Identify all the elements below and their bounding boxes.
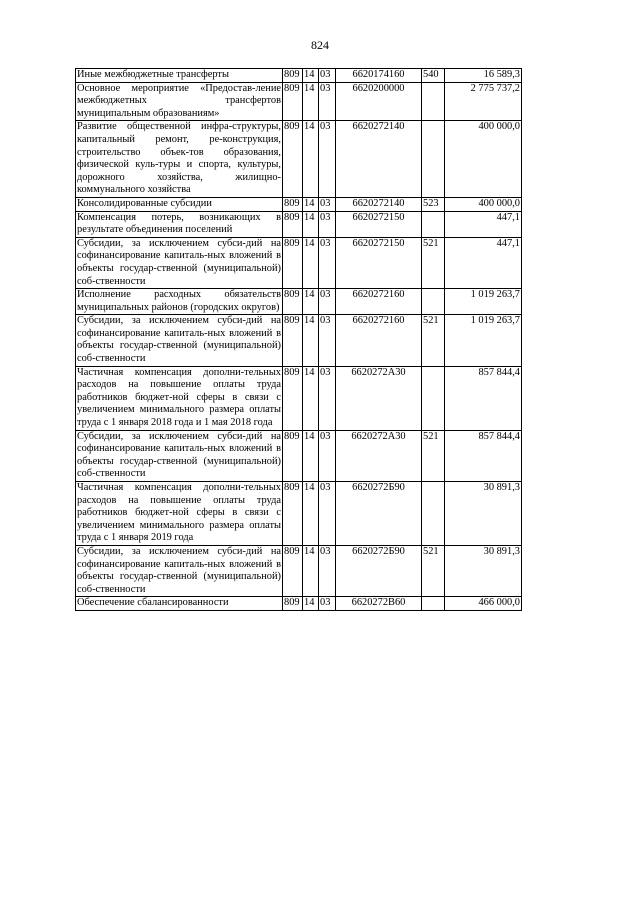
row-csr-cell: 6620272В60 xyxy=(336,597,422,611)
table-row xyxy=(76,237,522,288)
row-pr-cell: 03 xyxy=(319,211,336,237)
row-csr-cell: 6620272А30 xyxy=(336,366,422,430)
row-name-cell: Субсидии, за исключением субси-дий на софинансирование капиталь-ных вложений в объекты государ-ственной (муниципальной) соб-ственности xyxy=(76,237,283,288)
row-csr-cell: 6620272150 xyxy=(336,237,422,288)
row-rz-cell: 14 xyxy=(303,197,319,211)
row-name-cell: Субсидии, за исключением субси-дий на софинансирование капиталь-ных вложений в объекты государ-ственной (муниципальной) соб-ственности xyxy=(76,430,283,481)
row-gr-cell: 809 xyxy=(283,482,303,546)
row-rz-cell: 14 xyxy=(303,211,319,237)
row-gr-cell: 809 xyxy=(283,197,303,211)
row-csr-cell: 6620200000 xyxy=(336,82,422,121)
row-vr-cell xyxy=(422,482,445,546)
row-name-cell: Иные межбюджетные трансферты xyxy=(76,69,283,83)
row-sum-cell: 857 844,4 xyxy=(445,366,522,430)
row-sum-cell: 447,1 xyxy=(445,211,522,237)
row-rz-cell: 14 xyxy=(303,82,319,121)
row-sum-cell: 400 000,0 xyxy=(445,121,522,198)
row-pr-cell: 03 xyxy=(319,482,336,546)
row-name-cell: Консолидированные субсидии xyxy=(76,197,283,211)
row-rz-cell: 14 xyxy=(303,366,319,430)
row-pr-cell: 03 xyxy=(319,315,336,366)
row-name-cell: Частичная компенсация дополни-тельных расходов на повышение оплаты труда работников бюджет-ной сферы в связи с увеличением минимального размера оплаты труда с 1 января 2018 года и 1 мая 2018 года xyxy=(76,366,283,430)
row-name-cell: Обеспечение сбалансированности xyxy=(76,597,283,611)
row-rz-cell: 14 xyxy=(303,430,319,481)
row-name-cell: Исполнение расходных обязательств муниципальных районов (городских округов) xyxy=(76,289,283,315)
row-vr-cell: 540 xyxy=(422,69,445,83)
row-sum-cell: 1 019 263,7 xyxy=(445,289,522,315)
row-csr-cell: 6620272Б90 xyxy=(336,482,422,546)
row-gr-cell: 809 xyxy=(283,237,303,288)
row-rz-cell: 14 xyxy=(303,545,319,596)
row-sum-cell: 30 891,3 xyxy=(445,482,522,546)
table-row xyxy=(76,430,522,481)
row-gr-cell: 809 xyxy=(283,69,303,83)
row-name-cell: Компенсация потерь, возникающих в результате объединения поселений xyxy=(76,211,283,237)
row-pr-cell: 03 xyxy=(319,366,336,430)
row-csr-cell: 6620174160 xyxy=(336,69,422,83)
row-gr-cell: 809 xyxy=(283,315,303,366)
row-vr-cell xyxy=(422,289,445,315)
row-csr-cell: 6620272160 xyxy=(336,289,422,315)
row-rz-cell: 14 xyxy=(303,597,319,611)
row-csr-cell: 6620272140 xyxy=(336,197,422,211)
row-gr-cell: 809 xyxy=(283,121,303,198)
row-vr-cell xyxy=(422,597,445,611)
row-vr-cell xyxy=(422,121,445,198)
row-name-cell: Частичная компенсация дополни-тельных расходов на повышение оплаты труда работников бюджет-ной сферы в связи с увеличением минимального размера оплаты труда с 1 января 2019 года xyxy=(76,482,283,546)
budget-table-body xyxy=(76,69,522,611)
row-gr-cell: 809 xyxy=(283,430,303,481)
row-csr-cell: 6620272Б90 xyxy=(336,545,422,596)
row-sum-cell: 2 775 737,2 xyxy=(445,82,522,121)
row-rz-cell: 14 xyxy=(303,69,319,83)
row-csr-cell: 6620272А30 xyxy=(336,430,422,481)
table-row xyxy=(76,366,522,430)
table-row xyxy=(76,211,522,237)
row-vr-cell: 521 xyxy=(422,430,445,481)
table-row xyxy=(76,289,522,315)
row-gr-cell: 809 xyxy=(283,289,303,315)
row-pr-cell: 03 xyxy=(319,597,336,611)
row-sum-cell: 400 000,0 xyxy=(445,197,522,211)
row-sum-cell: 466 000,0 xyxy=(445,597,522,611)
row-pr-cell: 03 xyxy=(319,430,336,481)
row-rz-cell: 14 xyxy=(303,121,319,198)
row-csr-cell: 6620272150 xyxy=(336,211,422,237)
table-row xyxy=(76,545,522,596)
row-sum-cell: 447,1 xyxy=(445,237,522,288)
row-vr-cell: 523 xyxy=(422,197,445,211)
row-vr-cell xyxy=(422,82,445,121)
row-vr-cell: 521 xyxy=(422,315,445,366)
row-gr-cell: 809 xyxy=(283,211,303,237)
row-rz-cell: 14 xyxy=(303,289,319,315)
row-pr-cell: 03 xyxy=(319,82,336,121)
row-vr-cell xyxy=(422,211,445,237)
row-gr-cell: 809 xyxy=(283,597,303,611)
row-name-cell: Субсидии, за исключением субси-дий на софинансирование капиталь-ных вложений в объекты государ-ственной (муниципальной) соб-ственности xyxy=(76,545,283,596)
row-pr-cell: 03 xyxy=(319,237,336,288)
page-number: 824 xyxy=(311,38,329,52)
table-row xyxy=(76,82,522,121)
row-pr-cell: 03 xyxy=(319,545,336,596)
row-name-cell: Основное мероприятие «Предостав-ление межбюджетных трансфертов муниципальным образованиям» xyxy=(76,82,283,121)
row-sum-cell: 857 844,4 xyxy=(445,430,522,481)
table-row xyxy=(76,197,522,211)
row-vr-cell: 521 xyxy=(422,545,445,596)
table-row xyxy=(76,597,522,611)
row-pr-cell: 03 xyxy=(319,289,336,315)
row-name-cell: Субсидии, за исключением субси-дий на софинансирование капиталь-ных вложений в объекты государ-ственной (муниципальной) соб-ственности xyxy=(76,315,283,366)
table-row xyxy=(76,69,522,83)
row-vr-cell xyxy=(422,366,445,430)
row-sum-cell: 30 891,3 xyxy=(445,545,522,596)
row-csr-cell: 6620272140 xyxy=(336,121,422,198)
row-gr-cell: 809 xyxy=(283,366,303,430)
row-sum-cell: 1 019 263,7 xyxy=(445,315,522,366)
row-rz-cell: 14 xyxy=(303,237,319,288)
row-rz-cell: 14 xyxy=(303,482,319,546)
row-name-cell: Развитие общественной инфра-структуры, капитальный ремонт, ре-конструкция, строительство объек-тов образования, физической куль-туры и спорта, культуры, дорожного хозяйства, жилищно-коммунального хозяйства xyxy=(76,121,283,198)
row-sum-cell: 16 589,3 xyxy=(445,69,522,83)
table-row xyxy=(76,121,522,198)
row-csr-cell: 6620272160 xyxy=(336,315,422,366)
row-rz-cell: 14 xyxy=(303,315,319,366)
budget-table xyxy=(75,68,522,611)
row-pr-cell: 03 xyxy=(319,69,336,83)
row-gr-cell: 809 xyxy=(283,545,303,596)
row-pr-cell: 03 xyxy=(319,121,336,198)
table-row xyxy=(76,482,522,546)
row-pr-cell: 03 xyxy=(319,197,336,211)
table-row xyxy=(76,315,522,366)
row-gr-cell: 809 xyxy=(283,82,303,121)
row-vr-cell: 521 xyxy=(422,237,445,288)
